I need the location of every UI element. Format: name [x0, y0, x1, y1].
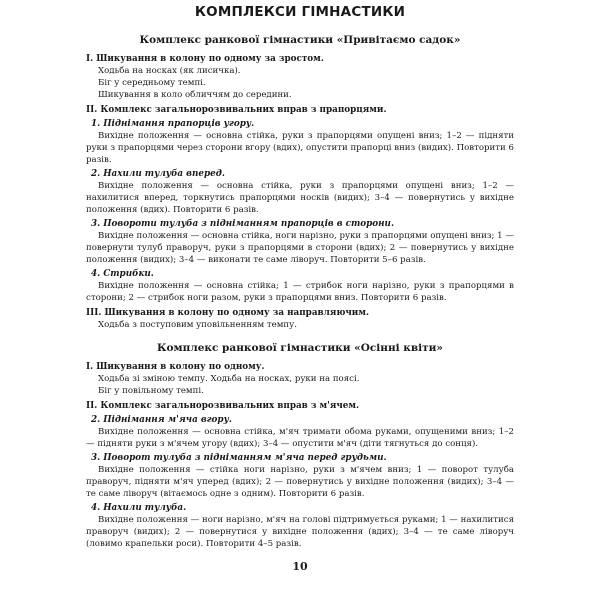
- complex-1-section-3-heading: III. Шикування в колону по одному за направляючим.: [86, 308, 370, 318]
- exercise-title: 4. Стрибки.: [91, 269, 154, 279]
- exercise-text: Вихідне положення — основна стійка, руки з прапорцями опущені вниз; 1–2 — підняти руки з прапорцями через сторони вгору (вдих), опустити прапорці вниз (видих). Повторити 6 разів.: [86, 131, 514, 165]
- complex-2-section-1-line: Біг у повільному темпі.: [98, 386, 204, 396]
- complex-2-section-2-heading: II. Комплекс загальнорозвивальних вправ з м'ячем.: [86, 401, 360, 411]
- complex-1-section-1-heading: I. Шикування в колону по одному за зростом.: [86, 54, 324, 64]
- complex-1-section-1-line: Біг у середньому темпі.: [98, 78, 206, 88]
- exercise-text: Вихідне положення — основна стійка, м'яч тримати обома руками, опущеними вниз; 1–2— підняти руки з м'ячем угору (вдих); 3–4 — опустити м'яч (діти тягнуться до сонця).: [86, 427, 514, 449]
- complex-2-title: Комплекс ранкової гімнастики «Осінні квіти»: [156, 342, 443, 354]
- exercise-text: Вихідне положення — основна стійка, ноги нарізно, руки з прапорцями опущені вниз; 1 — повернути тулуб праворуч, руки з прапорцями в сторони (вдих); 2 — повернутись у вихідне положення (видих); 3–4 — виконати те саме ліворуч. Повторити 5–6 разів.: [86, 231, 514, 265]
- exercise-title: 3. Повороти тулуба з підніманням прапорців в сторони.: [91, 219, 395, 229]
- complex-1-section-1-line: Шикування в коло обличчям до середини.: [98, 90, 292, 100]
- complex-1-section-1-line: Ходьба на носках (як лисичка).: [98, 66, 241, 76]
- exercise-text: Вихідне положення — основна стійка, руки з прапорцями опущені вниз; 1–2 — нахилитися вперед, торкнутись прапорцями носків (видих); 3–4 — повернутись у вихідне положення (вдих). Повторити 6 разів.: [86, 181, 514, 215]
- complex-2-section-1-line: Ходьба зі зміною темпу. Ходьба на носках, руки на поясі.: [98, 374, 360, 384]
- exercise-title: 2. Нахили тулуба вперед.: [91, 169, 225, 179]
- complex-2-section-1-heading: I. Шикування в колону по одному.: [86, 362, 265, 372]
- complex-1-title: Комплекс ранкової гімнастики «Привітаємо садок»: [139, 34, 461, 46]
- page-number: 10: [292, 560, 308, 573]
- exercise-title: 4. Нахили тулуба.: [91, 503, 187, 513]
- exercise-text: Вихідне положення — основна стійка; 1 — стрибок ноги нарізно, руки з прапорцями в сторони; 2 — стрибок ноги разом, руки з прапорцями вниз. Повторити 6 разів.: [86, 281, 514, 303]
- exercise-text: Вихідне положення — стійка ноги нарізно, руки з м'ячем вниз; 1 — поворот тулуба праворуч, підняти м'яч уперед (вдих); 2 — повернутись у вихідне положення (видих); 3–4 — те саме ліворуч (вітаємось одне з одним). Повторити 6 разів.: [86, 465, 514, 499]
- exercise-title: 1. Піднімання прапорців угору.: [91, 119, 255, 129]
- exercise-title: 2. Піднімання м'яча вгору.: [91, 415, 232, 425]
- complex-1-section-3-line: Ходьба з поступовим уповільненням темпу.: [98, 320, 297, 330]
- exercise-text: Вихідне положення — ноги нарізно, м'яч на голові підтримується руками; 1 — нахилитися праворуч (видих); 2 — повернутися у вихідне положення (вдих); 3–4 — те саме ліворуч (ловимо крапельки роси). Повторити 4–5 разів.: [86, 515, 514, 549]
- complex-1-section-2-heading: II. Комплекс загальнорозвивальних вправ з прапорцями.: [86, 105, 387, 115]
- page-title: КОМПЛЕКСИ ГІМНАСТИКИ: [194, 4, 406, 20]
- exercise-title: 3. Поворот тулуба з підніманням м'яча перед грудьми.: [91, 453, 387, 463]
- page-content: [86, 29, 514, 550]
